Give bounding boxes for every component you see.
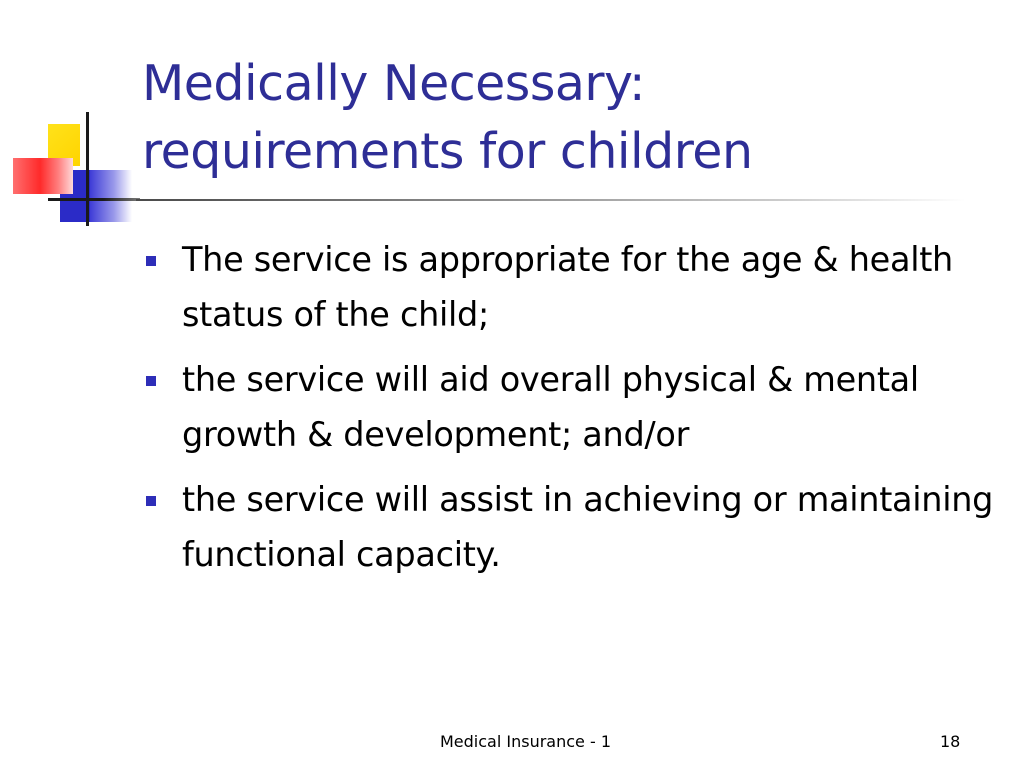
bullet-list bbox=[140, 232, 1010, 592]
title-line-2: requirements for children bbox=[142, 123, 753, 180]
title-divider bbox=[136, 199, 966, 201]
slide-footer: Medical Insurance - 1 bbox=[440, 732, 612, 751]
title-line-1: Medically Necessary: bbox=[142, 55, 645, 112]
logo-vertical-line bbox=[86, 112, 89, 226]
bullet-item bbox=[140, 232, 1010, 342]
bullet-text: the service will assist in achieving or maintaining functional capacity. bbox=[182, 480, 994, 574]
bullet-item bbox=[140, 472, 1010, 582]
bullet-item bbox=[140, 352, 1010, 462]
page-number: 18 bbox=[940, 732, 961, 751]
slide-title bbox=[142, 50, 1002, 186]
logo-horizontal-line bbox=[48, 198, 140, 201]
square-bullet-icon bbox=[146, 256, 156, 266]
bullet-text: the service will aid overall physical & mental growth & development; and/or bbox=[182, 360, 919, 454]
bullet-text: The service is appropriate for the age & health status of the child; bbox=[182, 240, 953, 334]
square-bullet-icon bbox=[146, 496, 156, 506]
slide-logo-decoration bbox=[0, 0, 140, 240]
red-square-icon bbox=[13, 158, 73, 194]
square-bullet-icon bbox=[146, 376, 156, 386]
